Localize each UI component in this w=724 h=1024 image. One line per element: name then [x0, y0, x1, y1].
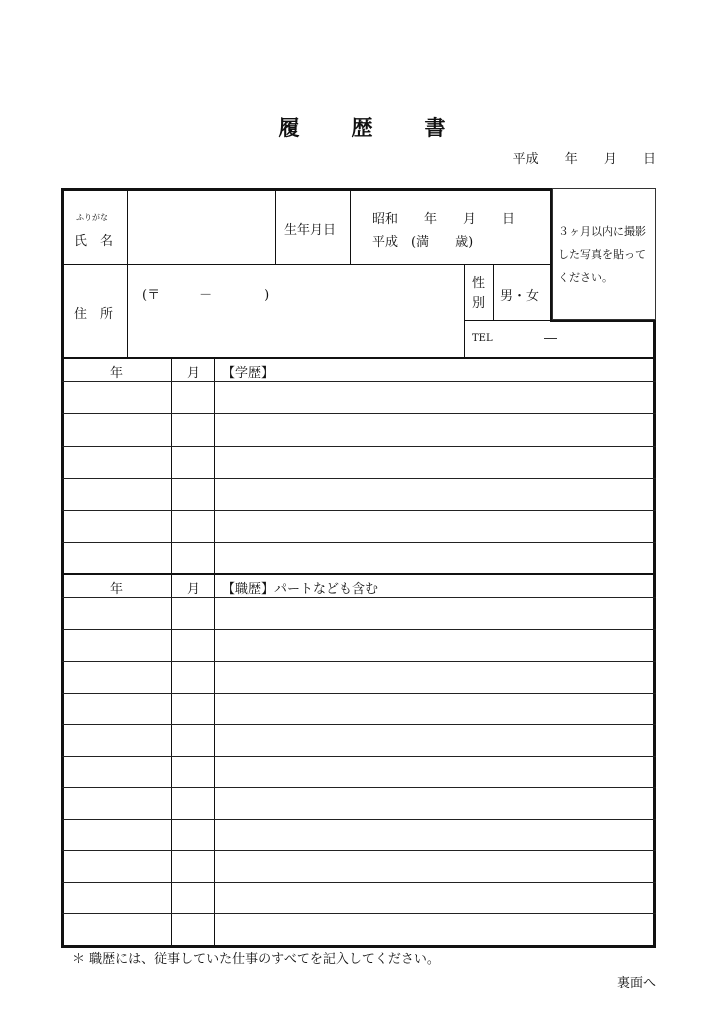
table-row — [62, 913, 656, 914]
table-row — [62, 381, 656, 382]
table-row — [62, 510, 656, 511]
postal-code[interactable]: (〒 － ) — [142, 288, 270, 303]
page-title: 履歴書 — [278, 115, 498, 140]
name-field[interactable] — [129, 192, 273, 262]
table-row — [62, 446, 656, 447]
divider — [62, 357, 656, 359]
divider — [62, 573, 656, 575]
divider — [464, 264, 465, 358]
table-row — [62, 478, 656, 479]
birth-line1: 昭和 年 月 日 — [372, 212, 516, 227]
table-row — [62, 629, 656, 630]
table-row — [62, 756, 656, 757]
back-side-label: 裏面へ — [616, 976, 656, 991]
address-label: 住 所 — [74, 307, 114, 322]
divider — [350, 190, 351, 264]
table-row — [62, 724, 656, 725]
edu-section-header: 【学歴】 — [222, 366, 275, 381]
divider — [493, 264, 494, 320]
table-row — [62, 819, 656, 820]
name-label: 氏 名 — [74, 234, 114, 249]
border — [653, 320, 656, 948]
edu-month-header: 月 — [187, 366, 201, 381]
table-row — [62, 882, 656, 883]
table-row — [62, 787, 656, 788]
work-section-header: 【職歴】パートなども含む — [222, 582, 379, 597]
gender-value[interactable]: 男・女 — [500, 289, 540, 304]
border — [61, 188, 64, 948]
gender-label: 性別 — [472, 276, 486, 311]
footnote: ＊ 職歴には、従事していた仕事のすべてを記入してください。 — [72, 952, 440, 967]
table-row — [62, 661, 656, 662]
divider — [464, 320, 552, 321]
furigana-label: ふりがな — [76, 213, 108, 222]
photo-instruction: ３ヶ月以内に撮影した写真を貼ってください。 — [558, 225, 646, 284]
table-row — [62, 542, 656, 543]
tel-value[interactable]: ― — [544, 331, 557, 346]
table-row — [62, 693, 656, 694]
date-line: 平成 年 月 日 — [512, 152, 656, 167]
divider — [275, 190, 276, 264]
birth-label: 生年月日 — [284, 223, 337, 238]
divider — [62, 264, 552, 265]
work-year-header: 年 — [110, 582, 124, 597]
table-row — [62, 413, 656, 414]
table-row — [62, 597, 656, 598]
table-row — [62, 850, 656, 851]
tel-label: TEL — [472, 333, 493, 344]
border — [61, 188, 553, 191]
birth-line2: 平成 (満 歳) — [372, 235, 474, 250]
divider — [127, 190, 128, 358]
work-month-header: 月 — [187, 582, 201, 597]
edu-year-header: 年 — [110, 366, 124, 381]
